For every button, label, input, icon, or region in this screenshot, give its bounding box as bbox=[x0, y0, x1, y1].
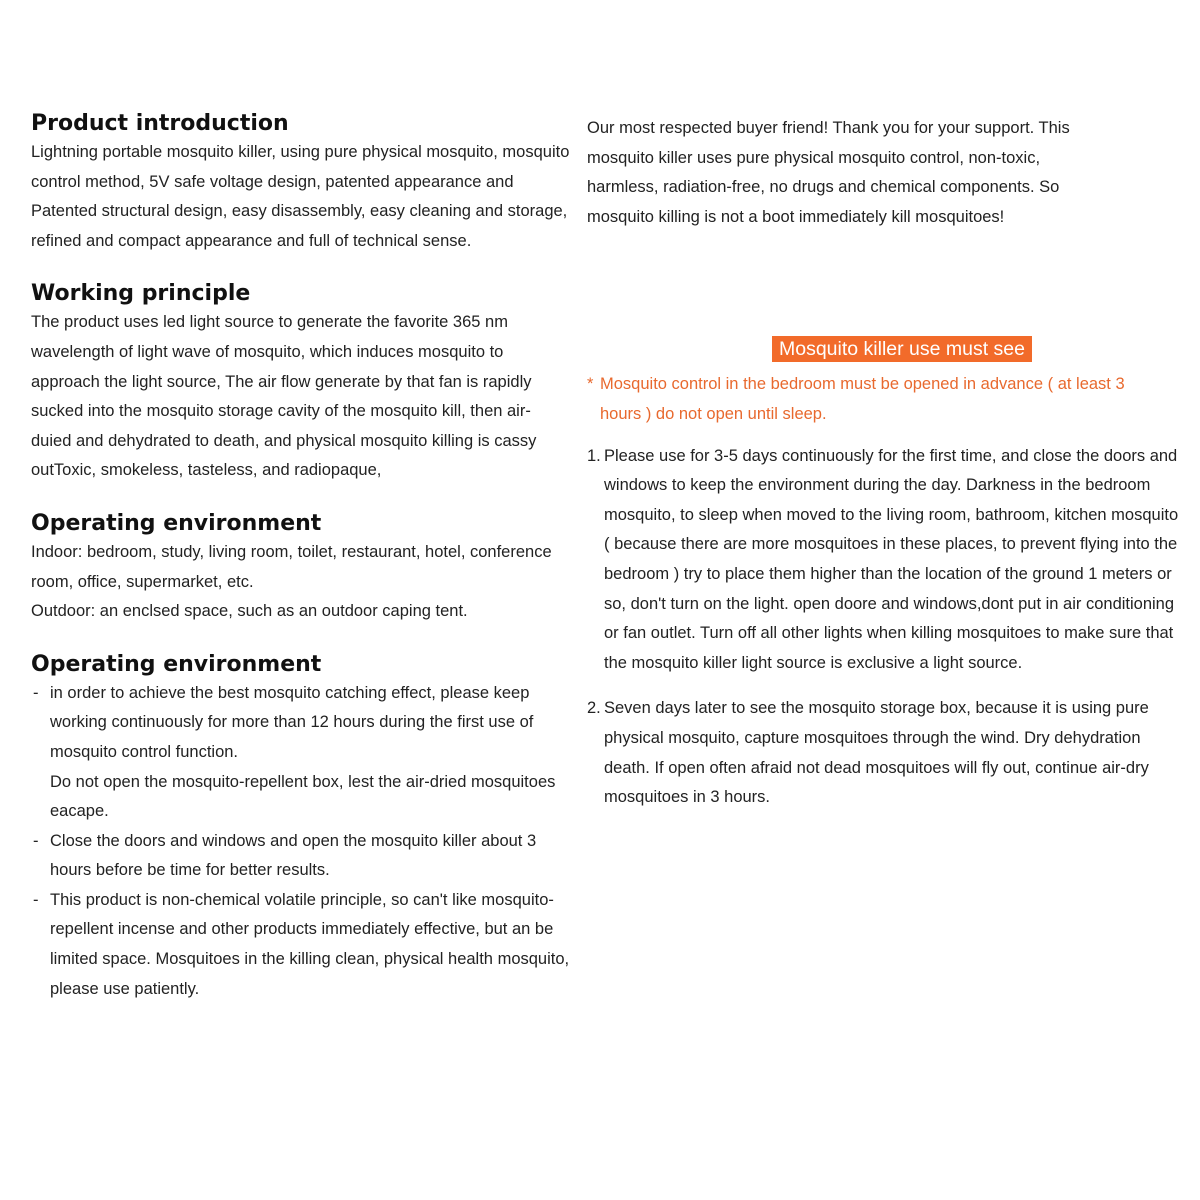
product-introduction-section bbox=[31, 110, 571, 256]
note-item bbox=[31, 679, 571, 768]
working-principle-heading: Working principle bbox=[31, 281, 251, 307]
note-item bbox=[31, 827, 571, 886]
note-item bbox=[31, 886, 571, 1004]
product-introduction-text: Lightning portable mosquito killer, using pure physical mosquito, mosquito control method, 5V safe voltage design, patented appearance and Patented structural design, easy disassembly, easy cleaning and storage, refined and compact appearance and full of technical sense. bbox=[31, 143, 570, 250]
working-principle-section bbox=[31, 280, 571, 486]
working-principle-text: The product uses led light source to generate the favorite 365 nm wavelength of light wave of mosquito, which induces mosquito to approach the light source, The air flow generate by that fan is rapidly sucked into the mosquito storage cavity of the mosquito kill, then air-duied and dehydrated to death, and physical mosquito killing is cassy outToxic, smokeless, tasteless, and radiopaque, bbox=[31, 313, 537, 480]
must-see-banner bbox=[587, 336, 1187, 362]
step-item bbox=[587, 694, 1187, 812]
operating-notes-heading: Operating environment bbox=[31, 651, 322, 677]
step-item bbox=[587, 442, 1187, 679]
note-item-text: Close the doors and windows and open the mosquito killer about 3 hours before be time for better results. bbox=[50, 831, 537, 880]
dash-marker: - bbox=[33, 683, 39, 702]
note-item-extra: Do not open the mosquito-repellent box, lest the air-dried mosquitoes eacape. bbox=[50, 772, 556, 821]
asterisk-icon: * bbox=[587, 375, 594, 394]
step-number: 1. bbox=[587, 446, 601, 465]
advance-warning bbox=[587, 370, 1187, 429]
product-introduction-heading: Product introduction bbox=[31, 111, 289, 136]
note-item-text: This product is non-chemical volatile principle, so can't like mosquito-repellent incense and other products immediately effective, but an be limited space. Mosquitoes in the killing clean, physical health mosquito, please use patiently. bbox=[50, 890, 570, 998]
indoor-text: Indoor: bedroom, study, living room, toilet, restaurant, hotel, conference room, office, supermarket, etc. bbox=[31, 542, 552, 591]
buyer-note-text: Our most respected buyer friend! Thank you for your support. This mosquito killer uses pure physical mosquito control, non-toxic, harmless, radiation-free, no drugs and chemical components. So mosquito killing is not a boot immediately kill mosquitoes! bbox=[587, 119, 1070, 226]
dash-marker: - bbox=[33, 890, 39, 909]
operating-environment-heading: Operating environment bbox=[31, 510, 322, 536]
must-see-title: Mosquito killer use must see bbox=[772, 336, 1032, 362]
note-item-text: in order to achieve the best mosquito catching effect, please keep working continuously for more than 12 hours during the first use of mosquito control function. bbox=[50, 683, 534, 761]
right-column bbox=[587, 114, 1187, 813]
operating-environment-section bbox=[31, 510, 571, 627]
step-text: Seven days later to see the mosquito storage box, because it is using pure physical mosquito, capture mosquitoes through the wind. Dry dehydration death. If open often afraid not dead mosquitoes will fly out, continue air-dry mosquitoes in 3 hours. bbox=[604, 699, 1149, 807]
dash-marker: - bbox=[33, 831, 39, 850]
operating-notes-section bbox=[31, 651, 571, 1005]
step-text: Please use for 3-5 days continuously for the first time, and close the doors and windows to keep the environment during the day. Darkness in the bedroom mosquito, to sleep when moved to the living room, bathroom, kitchen mosquito ( because there are more mosquitoes in these places, to prevent flying into the bedroom ) try to place them higher than the location of the ground 1 meters or so, don't turn on the light. open doore and windows,dont put in air conditioning or fan outlet. Turn off all other lights when killing mosquitoes to make sure that the mosquito killer light source is exclusive a light source. bbox=[604, 446, 1179, 672]
left-column bbox=[31, 110, 571, 1028]
advance-warning-text: Mosquito control in the bedroom must be opened in advance ( at least 3 hours ) do not open until sleep. bbox=[600, 375, 1125, 423]
outdoor-text: Outdoor: an enclsed space, such as an outdoor caping tent. bbox=[31, 602, 468, 621]
step-number: 2. bbox=[587, 699, 601, 718]
